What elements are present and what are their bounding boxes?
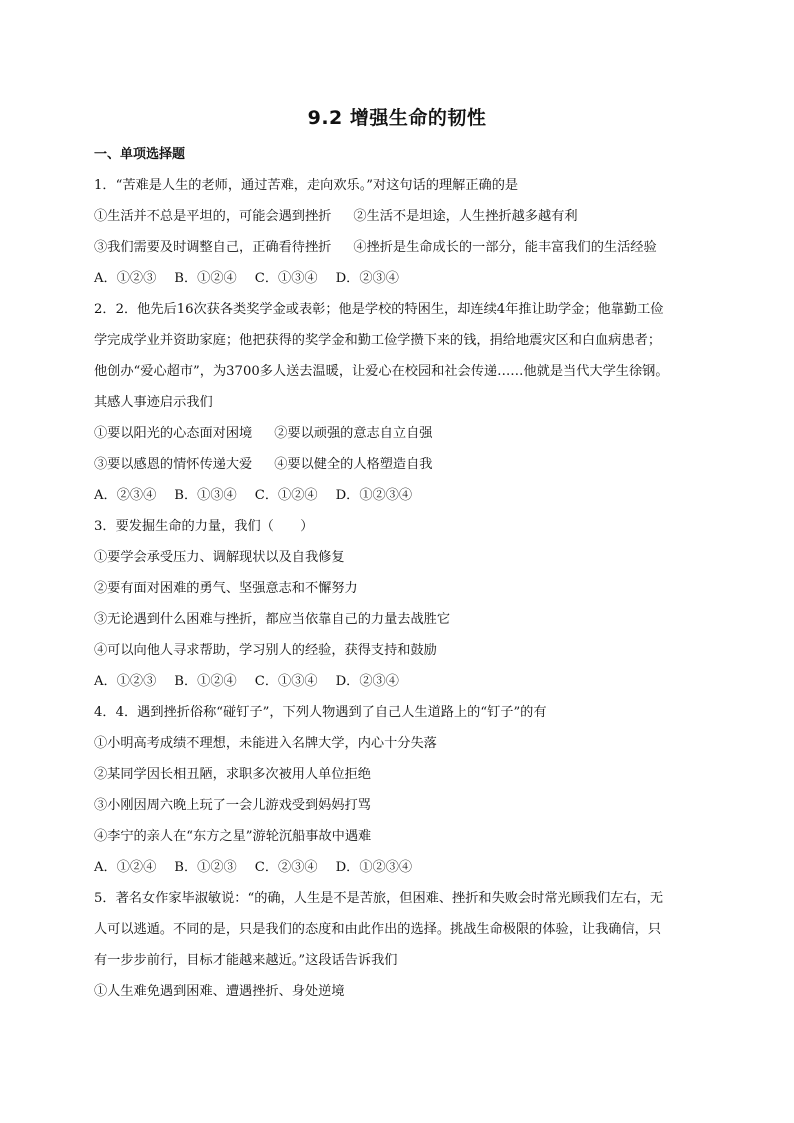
question-2 bbox=[94, 294, 706, 511]
choice-b: B．①②③ bbox=[174, 860, 237, 875]
choice-c: C．①②④ bbox=[254, 488, 318, 503]
option-1: ①要以阳光的心态面对困境 bbox=[94, 426, 253, 441]
question-stem: 1．“苦难是人生的老师，通过苦难，走向欢乐。”对这句话的理解正确的是 bbox=[94, 178, 519, 193]
option-1: ①人生难免遇到困难、遭遇挫折、身处逆境 bbox=[94, 984, 345, 999]
question-stem-line: 他创办“爱心超市”，为3700多人送去温暖，让爱心在校园和社会传递……他就是当代大学生徐钢。 bbox=[94, 364, 669, 379]
question-4 bbox=[94, 697, 706, 883]
option-3: ③我们需要及时调整自己，正确看待挫折 bbox=[94, 240, 332, 255]
question-stem: 4．4．遇到挫折俗称“碰钉子”，下列人物遇到了自己人生道路上的“钉子”的有 bbox=[94, 705, 547, 720]
choice-d: D．①②③④ bbox=[335, 860, 413, 875]
question-stem-line: 2．2．他先后16次获各类奖学金或表彰；他是学校的特困生，却连续4年推让助学金；他靠勤工俭 bbox=[94, 302, 664, 317]
question-stem-line: 学完成学业并资助家庭；他把获得的奖学金和勤工俭学攒下来的钱，捐给地震灾区和白血病患者； bbox=[94, 333, 662, 348]
option-2: ②要以顽强的意志自立自强 bbox=[274, 426, 433, 441]
option-1: ①要学会承受压力、调解现状以及自我修复 bbox=[94, 550, 345, 565]
question-stem-line: 其感人事迹启示我们 bbox=[94, 395, 213, 410]
option-4: ④挫折是生命成长的一部分，能丰富我们的生活经验 bbox=[353, 240, 657, 255]
choice-c: C．②③④ bbox=[254, 860, 318, 875]
choice-a: A．②③④ bbox=[94, 488, 157, 503]
option-3: ③无论遇到什么困难与挫折，都应当依靠自己的力量去战胜它 bbox=[94, 612, 451, 627]
question-3 bbox=[94, 511, 706, 697]
answer-choices bbox=[94, 666, 706, 697]
choice-a: A．①②④ bbox=[94, 860, 157, 875]
section-heading: 一、单项选择题 bbox=[94, 147, 186, 162]
choice-d: D．①②③④ bbox=[335, 488, 413, 503]
answer-choices bbox=[94, 852, 706, 883]
choice-a: A．①②③ bbox=[94, 271, 157, 286]
question-stem: 3．要发掘生命的力量，我们（ ） bbox=[94, 519, 314, 534]
option-4: ④可以向他人寻求帮助，学习别人的经验，获得支持和鼓励 bbox=[94, 643, 437, 658]
answer-choices bbox=[94, 480, 706, 511]
option-1: ①生活并不总是平坦的，可能会遇到挫折 bbox=[94, 209, 332, 224]
option-2: ②要有面对困难的勇气、坚强意志和不懈努力 bbox=[94, 581, 358, 596]
choice-c: C．①③④ bbox=[254, 271, 318, 286]
option-row bbox=[94, 201, 706, 232]
choice-b: B．①②④ bbox=[174, 271, 237, 286]
question-stem-line: 5．著名女作家毕淑敏说：“的确，人生是不是苦旅，但困难、挫折和失败会时常光顾我们左右，无 bbox=[94, 891, 664, 906]
question-stem-line: 人可以逃遁。不同的是，只是我们的态度和由此作出的选择。挑战生命极限的体验，让我确信，只 bbox=[94, 922, 662, 937]
answer-choices bbox=[94, 263, 706, 294]
option-4: ④要以健全的人格塑造自我 bbox=[274, 457, 433, 472]
option-2: ②生活不是坦途，人生挫折越多越有利 bbox=[353, 209, 578, 224]
question-list bbox=[94, 170, 706, 1007]
option-4: ④李宁的亲人在“东方之星”游轮沉船事故中遇难 bbox=[94, 829, 372, 844]
choice-b: B．①②④ bbox=[174, 674, 237, 689]
question-5 bbox=[94, 883, 706, 1007]
option-3: ③要以感恩的情怀传递大爱 bbox=[94, 457, 253, 472]
option-row bbox=[94, 418, 706, 449]
question-1 bbox=[94, 170, 706, 294]
option-row bbox=[94, 232, 706, 263]
page-title: 9.2 增强生命的韧性 bbox=[307, 107, 487, 129]
question-stem-line: 有一步步前行，目标才能越来越近。”这段话告诉我们 bbox=[94, 953, 398, 968]
option-2: ②某同学因长相丑陋，求职多次被用人单位拒绝 bbox=[94, 767, 371, 782]
choice-a: A．①②③ bbox=[94, 674, 157, 689]
choice-d: D．②③④ bbox=[335, 674, 399, 689]
option-3: ③小刚因周六晚上玩了一会儿游戏受到妈妈打骂 bbox=[94, 798, 371, 813]
option-1: ①小明高考成绩不理想，未能进入名牌大学，内心十分失落 bbox=[94, 736, 437, 751]
option-row bbox=[94, 449, 706, 480]
choice-c: C．①③④ bbox=[254, 674, 318, 689]
choice-d: D．②③④ bbox=[335, 271, 399, 286]
choice-b: B．①③④ bbox=[174, 488, 237, 503]
